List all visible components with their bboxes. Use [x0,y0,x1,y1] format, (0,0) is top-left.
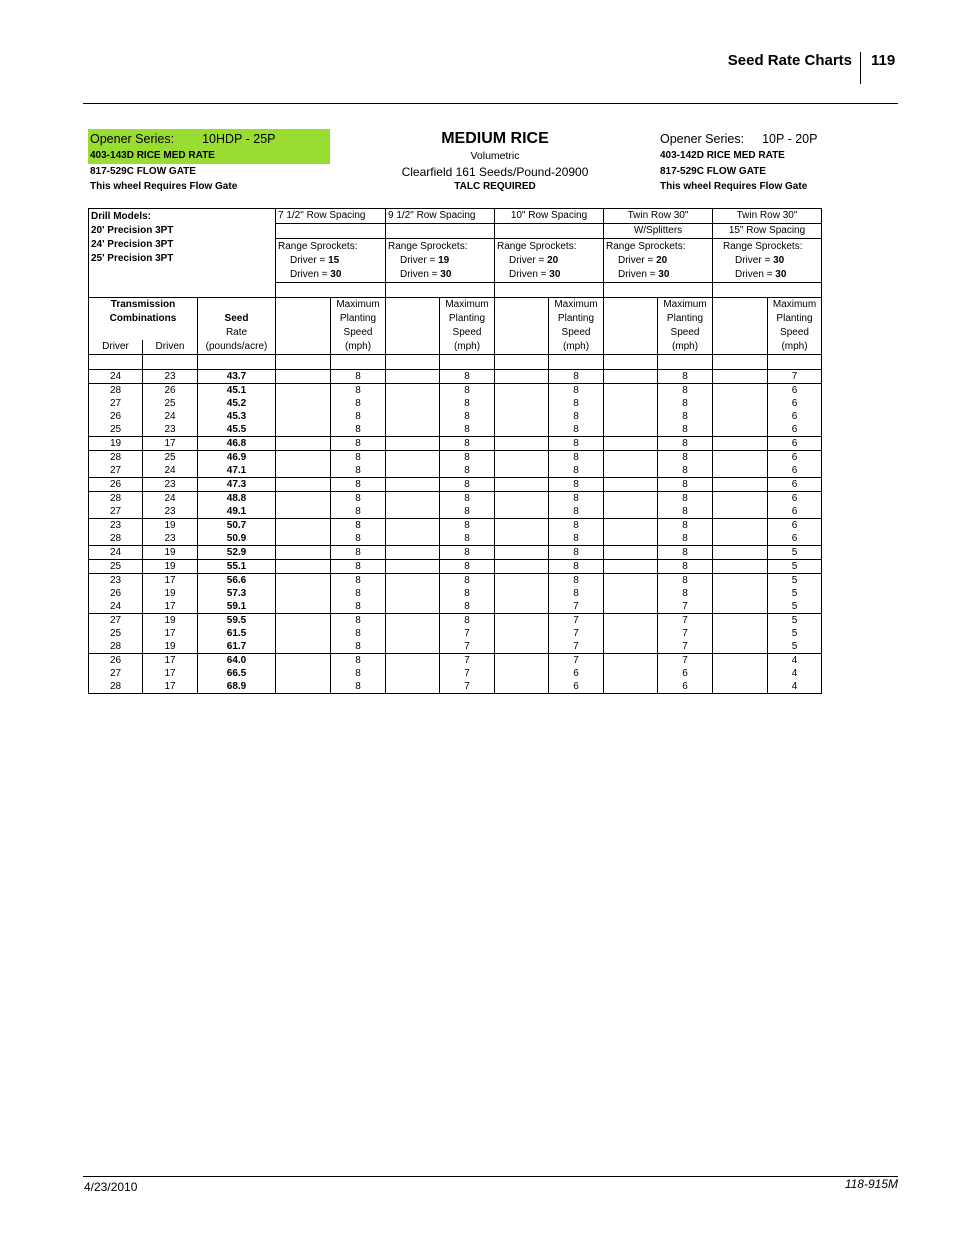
driver-teeth: 20 [656,255,668,266]
gate-part: 817-529C FLOW GATE [660,166,766,177]
driver-teeth: 20 [547,255,559,266]
max-speed-cell: 8 [549,532,604,546]
driven-cell: 19 [143,560,198,574]
chart-info [88,129,826,199]
max-speed-cell: 8 [549,410,604,423]
table-row [89,532,822,546]
seed-rate-cell: 47.3 [198,478,276,492]
max-speed-cell: 8 [440,437,495,451]
max-speed-cell: 8 [658,464,713,478]
range-sprockets-label: Range Sprockets: [388,241,468,252]
driver-cell: 27 [89,464,143,478]
max-speed-cell: 8 [440,423,495,437]
table-row [89,410,822,423]
seed-rate-table [88,208,822,694]
max-speed-cell: 8 [440,451,495,465]
spacer-row [89,355,822,370]
max-speed-cell: 8 [658,546,713,560]
max-speed-cell: 8 [549,574,604,588]
driven-cell: 19 [143,519,198,533]
opener-label: Opener Series: [660,132,745,146]
max-speed-cell: 6 [549,680,604,694]
spacing-label: 9 1/2" Row Spacing [386,209,495,224]
driver-cell: 25 [89,423,143,437]
opener-right [660,129,822,194]
seed-rate-cell: 45.1 [198,384,276,398]
driver-cell: 24 [89,370,143,384]
max-speed-cell: 8 [331,384,386,398]
max-speed-cell: 7 [658,600,713,614]
table-row [89,600,822,614]
table-row [89,560,822,574]
driver-cell: 27 [89,397,143,410]
max-speed-cell: 5 [768,614,822,628]
max-speed-cell: 6 [768,410,822,423]
driver-cell: 27 [89,505,143,519]
max-speed-cell: 5 [768,560,822,574]
seed-rate-cell: 50.9 [198,532,276,546]
drill-models-label: Drill Models: [91,211,152,222]
max-speed-cell: 6 [768,423,822,437]
top-rule [83,103,898,104]
table-row [89,451,822,465]
max-speed-cell: 5 [768,574,822,588]
max-speed-cell: 8 [331,532,386,546]
driver-cell: 28 [89,384,143,398]
talc-note: TALC REQUIRED [454,181,536,192]
meter-type: Volumetric [470,150,520,162]
driver-cell: 28 [89,451,143,465]
max-speed-cell: 8 [658,532,713,546]
driver-teeth: 30 [773,255,785,266]
max-speed-cell: 8 [658,370,713,384]
max-speed-cell: 8 [440,587,495,600]
max-speed-cell: 7 [549,654,604,668]
table-row [89,384,822,398]
max-speed-cell: 7 [768,370,822,384]
range-sprockets-label: Range Sprockets: [723,241,803,252]
table-row [89,574,822,588]
driver-cell: 26 [89,654,143,668]
max-speed-cell: 6 [768,384,822,398]
driver-header: Driver [89,340,143,355]
section-title: Seed Rate Charts [727,52,852,69]
table-row [89,654,822,668]
spacing-sublabel [495,224,604,239]
range-sprockets-label: Range Sprockets: [278,241,358,252]
driven-teeth: 30 [775,269,787,280]
driver-cell: 28 [89,680,143,694]
driven-cell: 25 [143,397,198,410]
seed-rate-cell: 59.1 [198,600,276,614]
max-speed-header: Maximum Planting Speed (mph) [440,298,495,355]
seed-rate-cell: 46.9 [198,451,276,465]
meter-part: 403-143D RICE MED RATE [90,150,215,161]
max-speed-cell: 8 [331,505,386,519]
max-speed-cell: 8 [549,464,604,478]
max-speed-cell: 7 [440,627,495,640]
table-row [89,370,822,384]
max-speed-header: Maximum Planting Speed (mph) [549,298,604,355]
driver-cell: 19 [89,437,143,451]
max-speed-cell: 8 [658,574,713,588]
max-speed-cell: 8 [440,574,495,588]
driver-cell: 23 [89,519,143,533]
max-speed-cell: 4 [768,654,822,668]
driven-cell: 17 [143,437,198,451]
table-row [89,680,822,694]
range-sprockets-label: Range Sprockets: [497,241,577,252]
seed-rate-cell: 45.5 [198,423,276,437]
driven-cell: 17 [143,667,198,680]
crop-title: MEDIUM RICE [441,130,549,147]
range-sprockets: Range Sprockets: Driver = 19 Driven = 30 [386,239,495,283]
max-speed-cell: 8 [658,397,713,410]
max-speed-cell: 8 [549,437,604,451]
max-speed-cell: 6 [768,532,822,546]
max-speed-cell: 8 [331,519,386,533]
table-row [89,478,822,492]
driven-header: Driven [143,340,198,355]
seed-rate-cell: 48.8 [198,492,276,506]
max-speed-cell: 6 [768,492,822,506]
seed-rate-cell: 47.1 [198,464,276,478]
table-row [89,587,822,600]
max-speed-cell: 8 [549,587,604,600]
max-speed-cell: 8 [658,410,713,423]
table-row [89,519,822,533]
table-row [89,397,822,410]
driver-cell: 24 [89,600,143,614]
range-sprockets: Range Sprockets: Driver = 20 Driven = 30 [495,239,604,283]
driven-cell: 24 [143,410,198,423]
driven-cell: 23 [143,370,198,384]
max-speed-cell: 8 [658,384,713,398]
document-number: 118-915M [844,1177,898,1191]
max-speed-cell: 7 [658,627,713,640]
max-speed-cell: 6 [658,667,713,680]
seed-rate-cell: 45.3 [198,410,276,423]
seed-rate-cell: 61.7 [198,640,276,654]
spacing-label: Twin Row 30" [713,209,822,224]
spacing-row [89,209,822,224]
max-speed-cell: 8 [549,492,604,506]
seed-rate-cell: 43.7 [198,370,276,384]
max-speed-cell: 8 [331,370,386,384]
gate-note: This wheel Requires Flow Gate [660,181,808,192]
meter-part: 403-142D RICE MED RATE [660,150,785,161]
max-speed-cell: 8 [549,546,604,560]
seed-variety: Clearfield 161 Seeds/Pound-20900 [401,165,589,179]
max-speed-cell: 4 [768,667,822,680]
driven-teeth: 30 [440,269,452,280]
max-speed-cell: 8 [658,505,713,519]
driver-cell: 25 [89,627,143,640]
max-speed-cell: 8 [440,397,495,410]
driver-cell: 26 [89,587,143,600]
max-speed-cell: 8 [331,423,386,437]
driver-cell: 28 [89,532,143,546]
range-sprockets: Range Sprockets: Driver = 30 Driven = 30 [713,239,822,283]
seed-rate-cell: 49.1 [198,505,276,519]
seed-rate-cell: 56.6 [198,574,276,588]
driven-cell: 19 [143,640,198,654]
max-speed-cell: 5 [768,627,822,640]
page-number: 119 [871,52,896,69]
max-speed-cell: 8 [549,519,604,533]
column-header-row [89,298,822,341]
seed-rate-cell: 61.5 [198,627,276,640]
driven-cell: 17 [143,627,198,640]
max-speed-cell: 8 [549,384,604,398]
max-speed-cell: 5 [768,640,822,654]
gate-note: This wheel Requires Flow Gate [90,181,238,192]
max-speed-cell: 7 [549,600,604,614]
max-speed-cell: 6 [768,505,822,519]
max-speed-cell: 8 [549,423,604,437]
max-speed-cell: 8 [331,640,386,654]
max-speed-cell: 4 [768,680,822,694]
max-speed-cell: 6 [768,478,822,492]
driven-cell: 23 [143,423,198,437]
driven-cell: 19 [143,614,198,628]
driver-teeth: 19 [438,255,450,266]
max-speed-cell: 8 [658,437,713,451]
drill-model: 20' Precision 3PT [91,225,174,236]
spacing-sublabel: W/Splitters [604,224,713,239]
spacing-label: 10" Row Spacing [495,209,604,224]
seed-rate-cell: 50.7 [198,519,276,533]
max-speed-cell: 7 [440,667,495,680]
max-speed-cell: 8 [440,370,495,384]
seed-rate-cell: 64.0 [198,654,276,668]
max-speed-cell: 8 [440,532,495,546]
max-speed-cell: 8 [440,410,495,423]
driven-cell: 23 [143,478,198,492]
driver-cell: 24 [89,546,143,560]
gate-part: 817-529C FLOW GATE [90,166,196,177]
seed-rate-cell: 46.8 [198,437,276,451]
max-speed-cell: 7 [440,680,495,694]
drill-model: 24' Precision 3PT [91,239,174,250]
driven-cell: 24 [143,464,198,478]
seed-rate-cell: 57.3 [198,587,276,600]
max-speed-cell: 8 [331,451,386,465]
max-speed-cell: 8 [658,587,713,600]
seed-rate-header: Seed Rate (pounds/acre) [198,298,276,355]
footer-date: 4/23/2010 [84,1180,138,1194]
driven-cell: 19 [143,587,198,600]
max-speed-cell: 7 [658,654,713,668]
driven-cell: 26 [143,384,198,398]
opener-label: Opener Series: [90,132,175,146]
max-speed-cell: 8 [658,492,713,506]
driver-cell: 28 [89,640,143,654]
table-row [89,667,822,680]
driven-cell: 17 [143,654,198,668]
max-speed-cell: 8 [658,451,713,465]
max-speed-header: Maximum Planting Speed (mph) [331,298,386,355]
max-speed-cell: 8 [331,574,386,588]
driver-cell: 28 [89,492,143,506]
max-speed-cell: 8 [549,478,604,492]
max-speed-cell: 8 [331,492,386,506]
max-speed-cell: 7 [658,640,713,654]
max-speed-cell: 8 [331,680,386,694]
max-speed-cell: 8 [440,492,495,506]
max-speed-cell: 6 [768,464,822,478]
max-speed-cell: 7 [549,640,604,654]
driver-cell: 26 [89,478,143,492]
max-speed-cell: 8 [549,370,604,384]
chart-title-block [330,129,660,192]
range-sprockets: Range Sprockets: Driver = 20 Driven = 30 [604,239,713,283]
max-speed-cell: 6 [549,667,604,680]
driver-cell: 25 [89,560,143,574]
seed-rate-cell: 52.9 [198,546,276,560]
seed-rate-cell: 59.5 [198,614,276,628]
max-speed-cell: 8 [440,560,495,574]
driven-cell: 17 [143,574,198,588]
max-speed-cell: 5 [768,600,822,614]
driven-cell: 25 [143,451,198,465]
max-speed-cell: 8 [331,478,386,492]
max-speed-cell: 8 [331,654,386,668]
header-separator [860,52,861,84]
opener-value: 10P - 20P [762,132,818,146]
max-speed-cell: 7 [440,640,495,654]
driven-teeth: 30 [330,269,342,280]
max-speed-cell: 8 [440,478,495,492]
transmission-header: Transmission Combinations [89,298,198,341]
max-speed-cell: 8 [331,397,386,410]
driven-cell: 23 [143,532,198,546]
drill-model: 25' Precision 3PT [91,253,174,264]
bottom-rule [83,1176,898,1177]
driven-teeth: 30 [549,269,561,280]
driven-cell: 17 [143,600,198,614]
table-row [89,640,822,654]
driver-cell: 23 [89,574,143,588]
max-speed-cell: 6 [768,451,822,465]
driver-teeth: 15 [328,255,340,266]
seed-rate-cell: 68.9 [198,680,276,694]
max-speed-cell: 8 [331,410,386,423]
max-speed-header: Maximum Planting Speed (mph) [768,298,822,355]
max-speed-cell: 8 [331,546,386,560]
max-speed-cell: 8 [331,560,386,574]
table-row [89,627,822,640]
max-speed-cell: 8 [549,505,604,519]
max-speed-cell: 8 [331,600,386,614]
driven-cell: 17 [143,680,198,694]
max-speed-cell: 8 [440,384,495,398]
drill-models [89,209,276,298]
driven-cell: 24 [143,492,198,506]
opener-left [88,129,330,194]
page-header [0,52,954,82]
driven-cell: 19 [143,546,198,560]
spacing-label: Twin Row 30" [604,209,713,224]
table-row [89,492,822,506]
max-speed-cell: 8 [440,600,495,614]
max-speed-cell: 8 [440,464,495,478]
max-speed-cell: 8 [331,587,386,600]
table-row [89,614,822,628]
max-speed-cell: 6 [768,437,822,451]
max-speed-cell: 7 [549,614,604,628]
max-speed-cell: 7 [549,627,604,640]
seed-rate-cell: 45.2 [198,397,276,410]
driver-cell: 26 [89,410,143,423]
max-speed-cell: 8 [440,519,495,533]
driven-cell: 23 [143,505,198,519]
max-speed-cell: 8 [331,627,386,640]
max-speed-cell: 8 [331,437,386,451]
max-speed-cell: 6 [658,680,713,694]
max-speed-header: Maximum Planting Speed (mph) [658,298,713,355]
max-speed-cell: 8 [331,614,386,628]
max-speed-cell: 8 [549,397,604,410]
opener-value: 10HDP - 25P [202,132,276,146]
driven-teeth: 30 [658,269,670,280]
table-row [89,546,822,560]
max-speed-cell: 8 [549,560,604,574]
max-speed-cell: 8 [440,546,495,560]
max-speed-cell: 5 [768,587,822,600]
max-speed-cell: 7 [658,614,713,628]
table-row [89,464,822,478]
max-speed-cell: 8 [549,451,604,465]
max-speed-cell: 8 [658,560,713,574]
max-speed-cell: 8 [658,519,713,533]
table-row [89,505,822,519]
max-speed-cell: 8 [331,464,386,478]
max-speed-cell: 8 [440,614,495,628]
driver-cell: 27 [89,614,143,628]
range-sprockets-label: Range Sprockets: [606,241,686,252]
max-speed-cell: 5 [768,546,822,560]
max-speed-cell: 8 [658,423,713,437]
max-speed-cell: 7 [440,654,495,668]
seed-rate-cell: 55.1 [198,560,276,574]
max-speed-cell: 8 [658,478,713,492]
spacing-sublabel: 15" Row Spacing [713,224,822,239]
spacing-label: 7 1/2" Row Spacing [276,209,386,224]
spacing-sublabel [386,224,495,239]
opener-highlight [88,129,330,164]
max-speed-cell: 8 [331,667,386,680]
max-speed-cell: 6 [768,397,822,410]
table-row [89,437,822,451]
max-speed-cell: 8 [440,505,495,519]
table-row [89,423,822,437]
range-sprockets: Range Sprockets: Driver = 15 Driven = 30 [276,239,386,283]
driver-cell: 27 [89,667,143,680]
max-speed-cell: 6 [768,519,822,533]
seed-rate-cell: 66.5 [198,667,276,680]
spacing-sublabel [276,224,386,239]
